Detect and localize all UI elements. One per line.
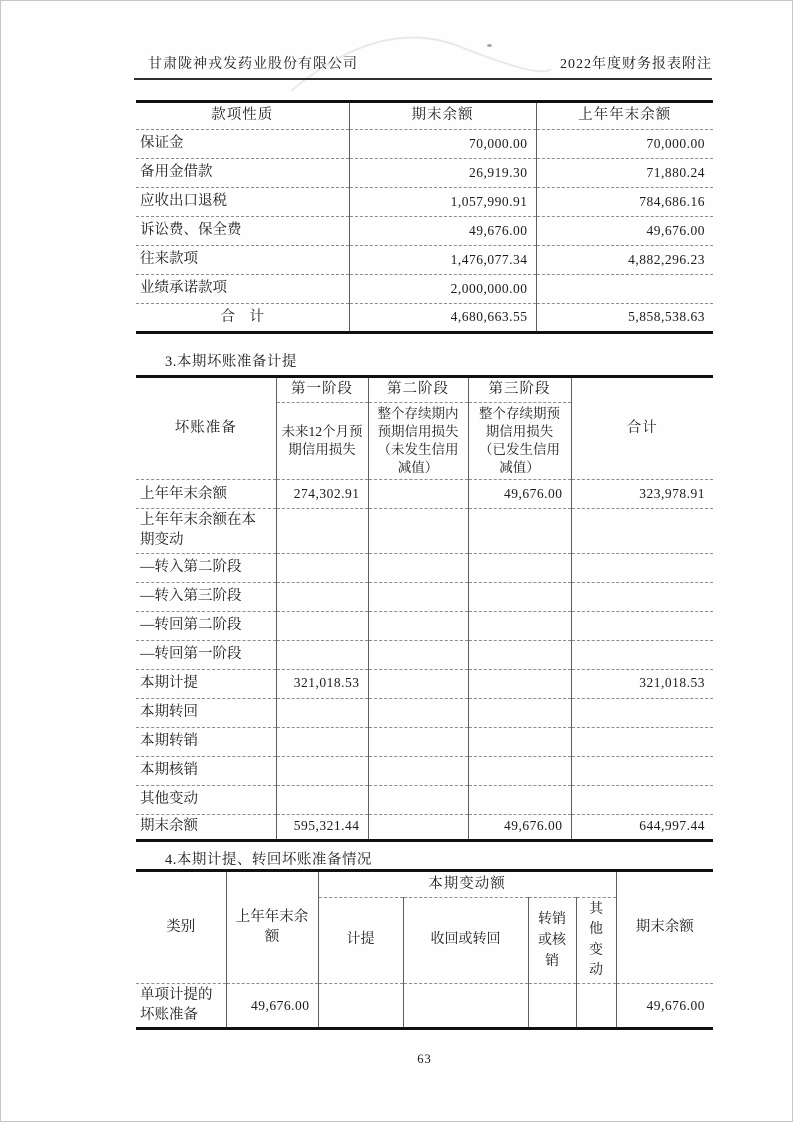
table-row [136, 582, 713, 611]
table-row [136, 698, 713, 727]
amount-cell: 49,676.00 [226, 984, 318, 1029]
amount-cell: 5,858,538.63 [536, 304, 713, 333]
amount-cell: 49,676.00 [468, 814, 571, 840]
amount-cell [276, 509, 368, 553]
row-label: —转回第二阶段 [136, 611, 276, 640]
row-label: 本期计提 [136, 669, 276, 698]
amount-cell [528, 984, 576, 1029]
amount-cell [536, 275, 713, 304]
section-3-heading: 3.本期坏账准备计提 [165, 354, 297, 370]
table-row [136, 785, 713, 814]
row-label: 往来款项 [136, 246, 349, 275]
table-row [136, 188, 713, 217]
amount-cell [276, 756, 368, 785]
row-label: —转入第三阶段 [136, 582, 276, 611]
amount-cell [468, 582, 571, 611]
table-row [136, 814, 713, 840]
table-header-row [136, 871, 713, 898]
bad-debt-stages-table [136, 375, 713, 842]
amount-cell [571, 553, 713, 582]
amount-cell [571, 785, 713, 814]
amount-cell: 644,997.44 [571, 814, 713, 840]
table-row [136, 246, 713, 275]
row-label: 本期转回 [136, 698, 276, 727]
column-subheader: 未来12个月预期信用损失 [276, 402, 368, 480]
amount-cell [571, 640, 713, 669]
amount-cell: 274,302.91 [276, 480, 368, 509]
amount-cell [468, 611, 571, 640]
row-label: 备用金借款 [136, 159, 349, 188]
column-header: 上年年末余额 [226, 871, 318, 984]
total-row [136, 304, 713, 333]
column-header: 款项性质 [211, 107, 274, 124]
amount-cell [571, 727, 713, 756]
table-row [136, 509, 713, 553]
column-header: 类别 [166, 918, 196, 935]
row-label: 本期核销 [136, 756, 276, 785]
row-label: 上年年末余额在本期变动 [136, 509, 276, 553]
column-subheader: 其他变动 [576, 898, 616, 984]
column-header: 第三阶段 [468, 377, 571, 403]
table-row [136, 217, 713, 246]
amount-cell [468, 727, 571, 756]
amount-cell [368, 582, 468, 611]
amount-cell: 2,000,000.00 [349, 275, 536, 304]
row-label: 业绩承诺款项 [136, 275, 349, 304]
scan-speck-artifact [487, 44, 492, 47]
total-label: 合 计 [136, 304, 349, 333]
amount-cell [468, 785, 571, 814]
amount-cell [468, 509, 571, 553]
amount-cell [571, 698, 713, 727]
amount-cell: 321,018.53 [571, 669, 713, 698]
amount-cell [368, 480, 468, 509]
amount-cell [368, 669, 468, 698]
amount-cell: 1,057,990.91 [349, 188, 536, 217]
row-label: 其他变动 [136, 785, 276, 814]
column-header: 坏账准备 [174, 419, 237, 436]
table-row [136, 727, 713, 756]
table-row [136, 611, 713, 640]
column-header: 期末余额 [616, 871, 713, 984]
amount-cell: 71,880.24 [536, 159, 713, 188]
report-title: 2022年度财务报表附注 [560, 57, 712, 72]
amount-cell [368, 611, 468, 640]
payments-nature-table [136, 100, 713, 334]
amount-cell: 26,919.30 [349, 159, 536, 188]
table-row [136, 984, 713, 1029]
table-row [136, 130, 713, 159]
column-group-header: 本期变动额 [318, 871, 616, 898]
column-header: 合计 [571, 377, 713, 480]
amount-cell [368, 509, 468, 553]
amount-cell: 70,000.00 [536, 130, 713, 159]
amount-cell [403, 984, 528, 1029]
row-label: 上年年末余额 [136, 480, 276, 509]
table-row [136, 640, 713, 669]
amount-cell [468, 698, 571, 727]
amount-cell [276, 582, 368, 611]
amount-cell [368, 814, 468, 840]
row-label: 保证金 [136, 130, 349, 159]
column-header: 期末余额 [349, 102, 536, 130]
amount-cell: 49,676.00 [536, 217, 713, 246]
row-label: 应收出口退税 [136, 188, 349, 217]
bad-debt-provision-table [136, 869, 713, 1030]
amount-cell [468, 756, 571, 785]
amount-cell: 321,018.53 [276, 669, 368, 698]
amount-cell [576, 984, 616, 1029]
amount-cell [276, 553, 368, 582]
column-header: 第一阶段 [276, 377, 368, 403]
amount-cell [276, 727, 368, 756]
row-label: 诉讼费、保全费 [136, 217, 349, 246]
table-row [136, 756, 713, 785]
amount-cell [276, 785, 368, 814]
table-row [136, 669, 713, 698]
amount-cell [276, 611, 368, 640]
amount-cell [368, 756, 468, 785]
row-label: —转回第一阶段 [136, 640, 276, 669]
column-subheader: 整个存续期内预期信用损失（未发生信用减值） [368, 402, 468, 480]
amount-cell [468, 553, 571, 582]
amount-cell [571, 756, 713, 785]
page-header [134, 53, 712, 80]
column-subheader: 计提 [318, 898, 403, 984]
table-row [136, 553, 713, 582]
column-header: 第二阶段 [368, 377, 468, 403]
amount-cell: 4,882,296.23 [536, 246, 713, 275]
amount-cell [571, 582, 713, 611]
row-label: 单项计提的坏账准备 [136, 984, 226, 1029]
amount-cell [276, 698, 368, 727]
amount-cell [368, 640, 468, 669]
column-subheader: 收回或转回 [403, 898, 528, 984]
amount-cell: 595,321.44 [276, 814, 368, 840]
column-subheader: 整个存续期预期信用损失（已发生信用减值） [468, 402, 571, 480]
row-label: 期末余额 [136, 814, 276, 840]
amount-cell [468, 669, 571, 698]
row-label: 本期转销 [136, 727, 276, 756]
section-4-heading: 4.本期计提、转回坏账准备情况 [165, 852, 372, 868]
amount-cell [571, 509, 713, 553]
amount-cell [368, 727, 468, 756]
amount-cell [468, 640, 571, 669]
table-row [136, 159, 713, 188]
amount-cell [368, 785, 468, 814]
amount-cell: 49,676.00 [616, 984, 713, 1029]
column-subheader: 转销或核销 [528, 898, 576, 984]
table-row [136, 480, 713, 509]
row-label: —转入第二阶段 [136, 553, 276, 582]
amount-cell [276, 640, 368, 669]
amount-cell: 784,686.16 [536, 188, 713, 217]
amount-cell: 49,676.00 [349, 217, 536, 246]
company-name: 甘肃陇神戎发药业股份有限公司 [148, 57, 358, 72]
amount-cell [368, 698, 468, 727]
page-number: 63 [417, 1052, 432, 1066]
amount-cell: 1,476,077.34 [349, 246, 536, 275]
amount-cell [368, 553, 468, 582]
amount-cell: 70,000.00 [349, 130, 536, 159]
amount-cell [571, 611, 713, 640]
table-header-row [136, 377, 713, 403]
amount-cell: 323,978.91 [571, 480, 713, 509]
amount-cell [318, 984, 403, 1029]
column-header: 上年年末余额 [536, 102, 713, 130]
table-row [136, 275, 713, 304]
table-header-row [136, 102, 713, 130]
amount-cell: 49,676.00 [468, 480, 571, 509]
amount-cell: 4,680,663.55 [349, 304, 536, 333]
